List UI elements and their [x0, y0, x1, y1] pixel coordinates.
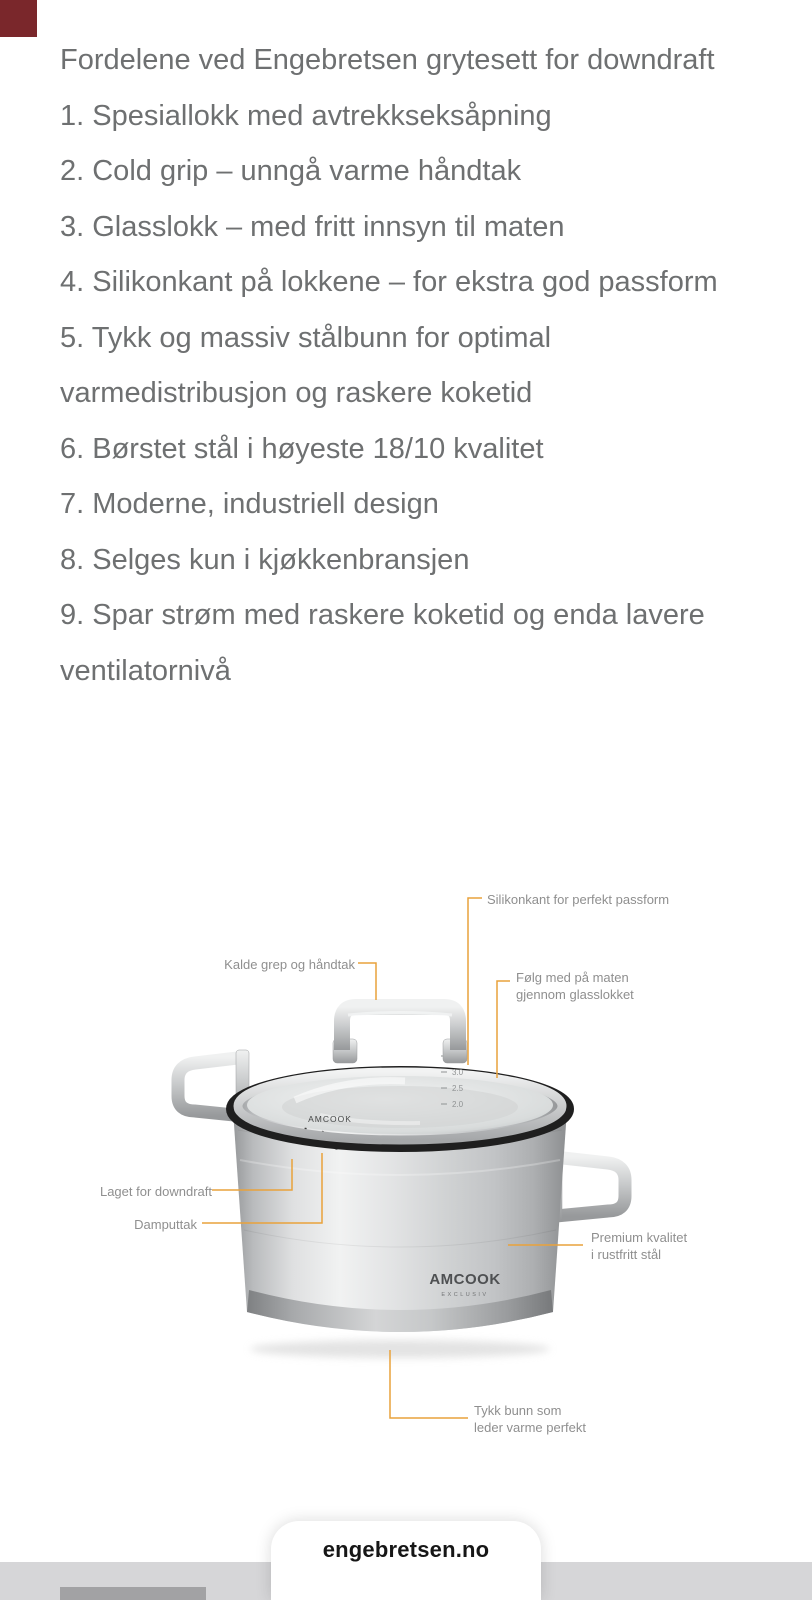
feature-item: 7. Moderne, industriell design — [60, 488, 439, 520]
label-silikonkant: Silikonkant for perfekt passform — [487, 892, 670, 907]
url-text: engebretsen.no — [322, 1537, 490, 1562]
product-description — [60, 33, 760, 699]
label-tykk-bunn: Tykk bunn som leder varme perfekt — [474, 1403, 586, 1435]
feature-item: 4. Silikonkant på lokkene – for ekstra god passform — [60, 266, 718, 298]
feature-item: 2. Cold grip – unngå varme håndtak — [60, 155, 522, 187]
pot-shadow — [250, 1340, 550, 1358]
partial-content-strip — [60, 1587, 206, 1600]
page-title: Fordelene ved Engebretsen grytesett for downdraft — [60, 44, 715, 76]
rim-brand-text: AMCOOK — [308, 1114, 352, 1124]
svg-text:AMCOOK: AMCOOK — [429, 1271, 501, 1288]
feature-item: 3. Glasslokk – med fritt innsyn til maten — [60, 210, 565, 243]
product-diagram — [0, 860, 812, 1500]
feature-item: 1. Spesiallokk med avtrekkseksåpning — [60, 99, 552, 132]
lid-handle — [333, 1007, 467, 1063]
feature-item: 6. Børstet stål i høyeste 18/10 kvalitet — [60, 432, 544, 465]
label-laget-for-downdraft: Laget for downdraft — [99, 1184, 212, 1199]
label-damputtak: Damputtak — [134, 1217, 197, 1232]
svg-text:2.5: 2.5 — [452, 1084, 464, 1093]
svg-text:3.0: 3.0 — [452, 1068, 464, 1077]
label-premium-kvalitet: Premium kvalitet i rustfritt stål — [591, 1230, 688, 1262]
label-folg-med: Følg med på maten gjennom glasslokket — [516, 970, 634, 1002]
feature-item: 8. Selges kun i kjøkkenbransjen — [60, 543, 470, 576]
label-kalde-grep: Kalde grep og håndtak — [224, 957, 355, 972]
pot-illustration — [0, 860, 812, 1500]
feature-item: 9. Spar strøm med raskere koketid og enda lavere ventilatornivå — [60, 599, 705, 687]
feature-item: 5. Tykk og massiv stålbunn for optimal varmedistribusjon og raskere koketid — [60, 321, 552, 409]
svg-text:EXCLUSIV: EXCLUSIV — [441, 1292, 489, 1298]
svg-text:2.0: 2.0 — [452, 1100, 464, 1109]
address-bar-pill[interactable] — [271, 1521, 541, 1600]
site-logo-fragment — [0, 0, 37, 37]
pot-lid — [230, 1007, 570, 1148]
